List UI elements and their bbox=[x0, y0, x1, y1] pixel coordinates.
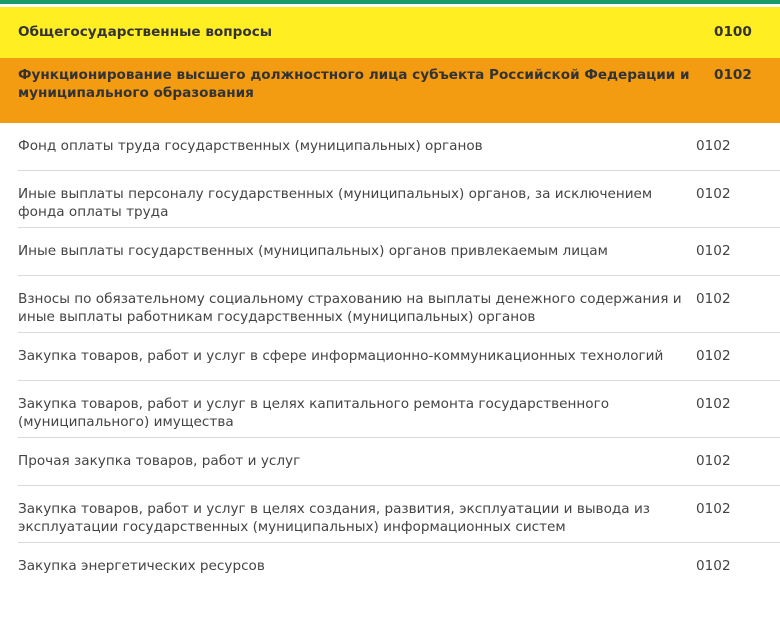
section-code: 0100 bbox=[714, 24, 752, 40]
item-code: 0102 bbox=[696, 453, 731, 469]
table-row[interactable] bbox=[18, 123, 780, 171]
table-row[interactable] bbox=[18, 228, 780, 276]
subsection-code: 0102 bbox=[714, 67, 752, 83]
item-code: 0102 bbox=[696, 138, 731, 154]
subsection-name: Функционирование высшего должностного лица субъекта Российской Федерации и муниципального образования bbox=[18, 67, 690, 101]
item-code: 0102 bbox=[696, 186, 731, 202]
top-accent-line bbox=[0, 0, 780, 4]
section-row[interactable] bbox=[0, 7, 780, 58]
item-name: Взносы по обязательному социальному страхованию на выплаты денежного содержания и иные выплаты работникам государственных (муниципальных) органов bbox=[18, 291, 682, 325]
table-row[interactable] bbox=[18, 543, 780, 591]
item-name: Прочая закупка товаров, работ и услуг bbox=[18, 453, 301, 469]
item-name: Закупка товаров, работ и услуг в сфере информационно-коммуникационных технологий bbox=[18, 348, 664, 364]
table-row[interactable] bbox=[18, 381, 780, 438]
item-name: Закупка товаров, работ и услуг в целях капитального ремонта государственного (муниципального) имущества bbox=[18, 396, 610, 430]
table-row[interactable] bbox=[18, 171, 780, 228]
table-row[interactable] bbox=[18, 333, 780, 381]
item-name: Закупка энергетических ресурсов bbox=[18, 558, 265, 574]
item-name: Иные выплаты персоналу государственных (муниципальных) органов, за исключением фонда оплаты труда bbox=[18, 186, 653, 220]
item-code: 0102 bbox=[696, 558, 731, 574]
table-row[interactable] bbox=[18, 276, 780, 333]
table-row[interactable] bbox=[18, 486, 780, 543]
item-code: 0102 bbox=[696, 348, 731, 364]
item-code: 0102 bbox=[696, 396, 731, 412]
section-name: Общегосударственные вопросы bbox=[18, 24, 273, 40]
item-name: Закупка товаров, работ и услуг в целях создания, развития, эксплуатации и вывода из эксплуатации государственных (муниципальных) информационных систем bbox=[18, 501, 651, 535]
item-name: Фонд оплаты труда государственных (муниципальных) органов bbox=[18, 138, 483, 154]
item-code: 0102 bbox=[696, 291, 731, 307]
item-code: 0102 bbox=[696, 501, 731, 517]
table-row[interactable] bbox=[18, 438, 780, 486]
item-name: Иные выплаты государственных (муниципальных) органов привлекаемым лицам bbox=[18, 243, 608, 259]
expense-items-list bbox=[0, 123, 780, 591]
subsection-row[interactable] bbox=[0, 58, 780, 123]
budget-classification-table bbox=[0, 7, 780, 591]
item-code: 0102 bbox=[696, 243, 731, 259]
